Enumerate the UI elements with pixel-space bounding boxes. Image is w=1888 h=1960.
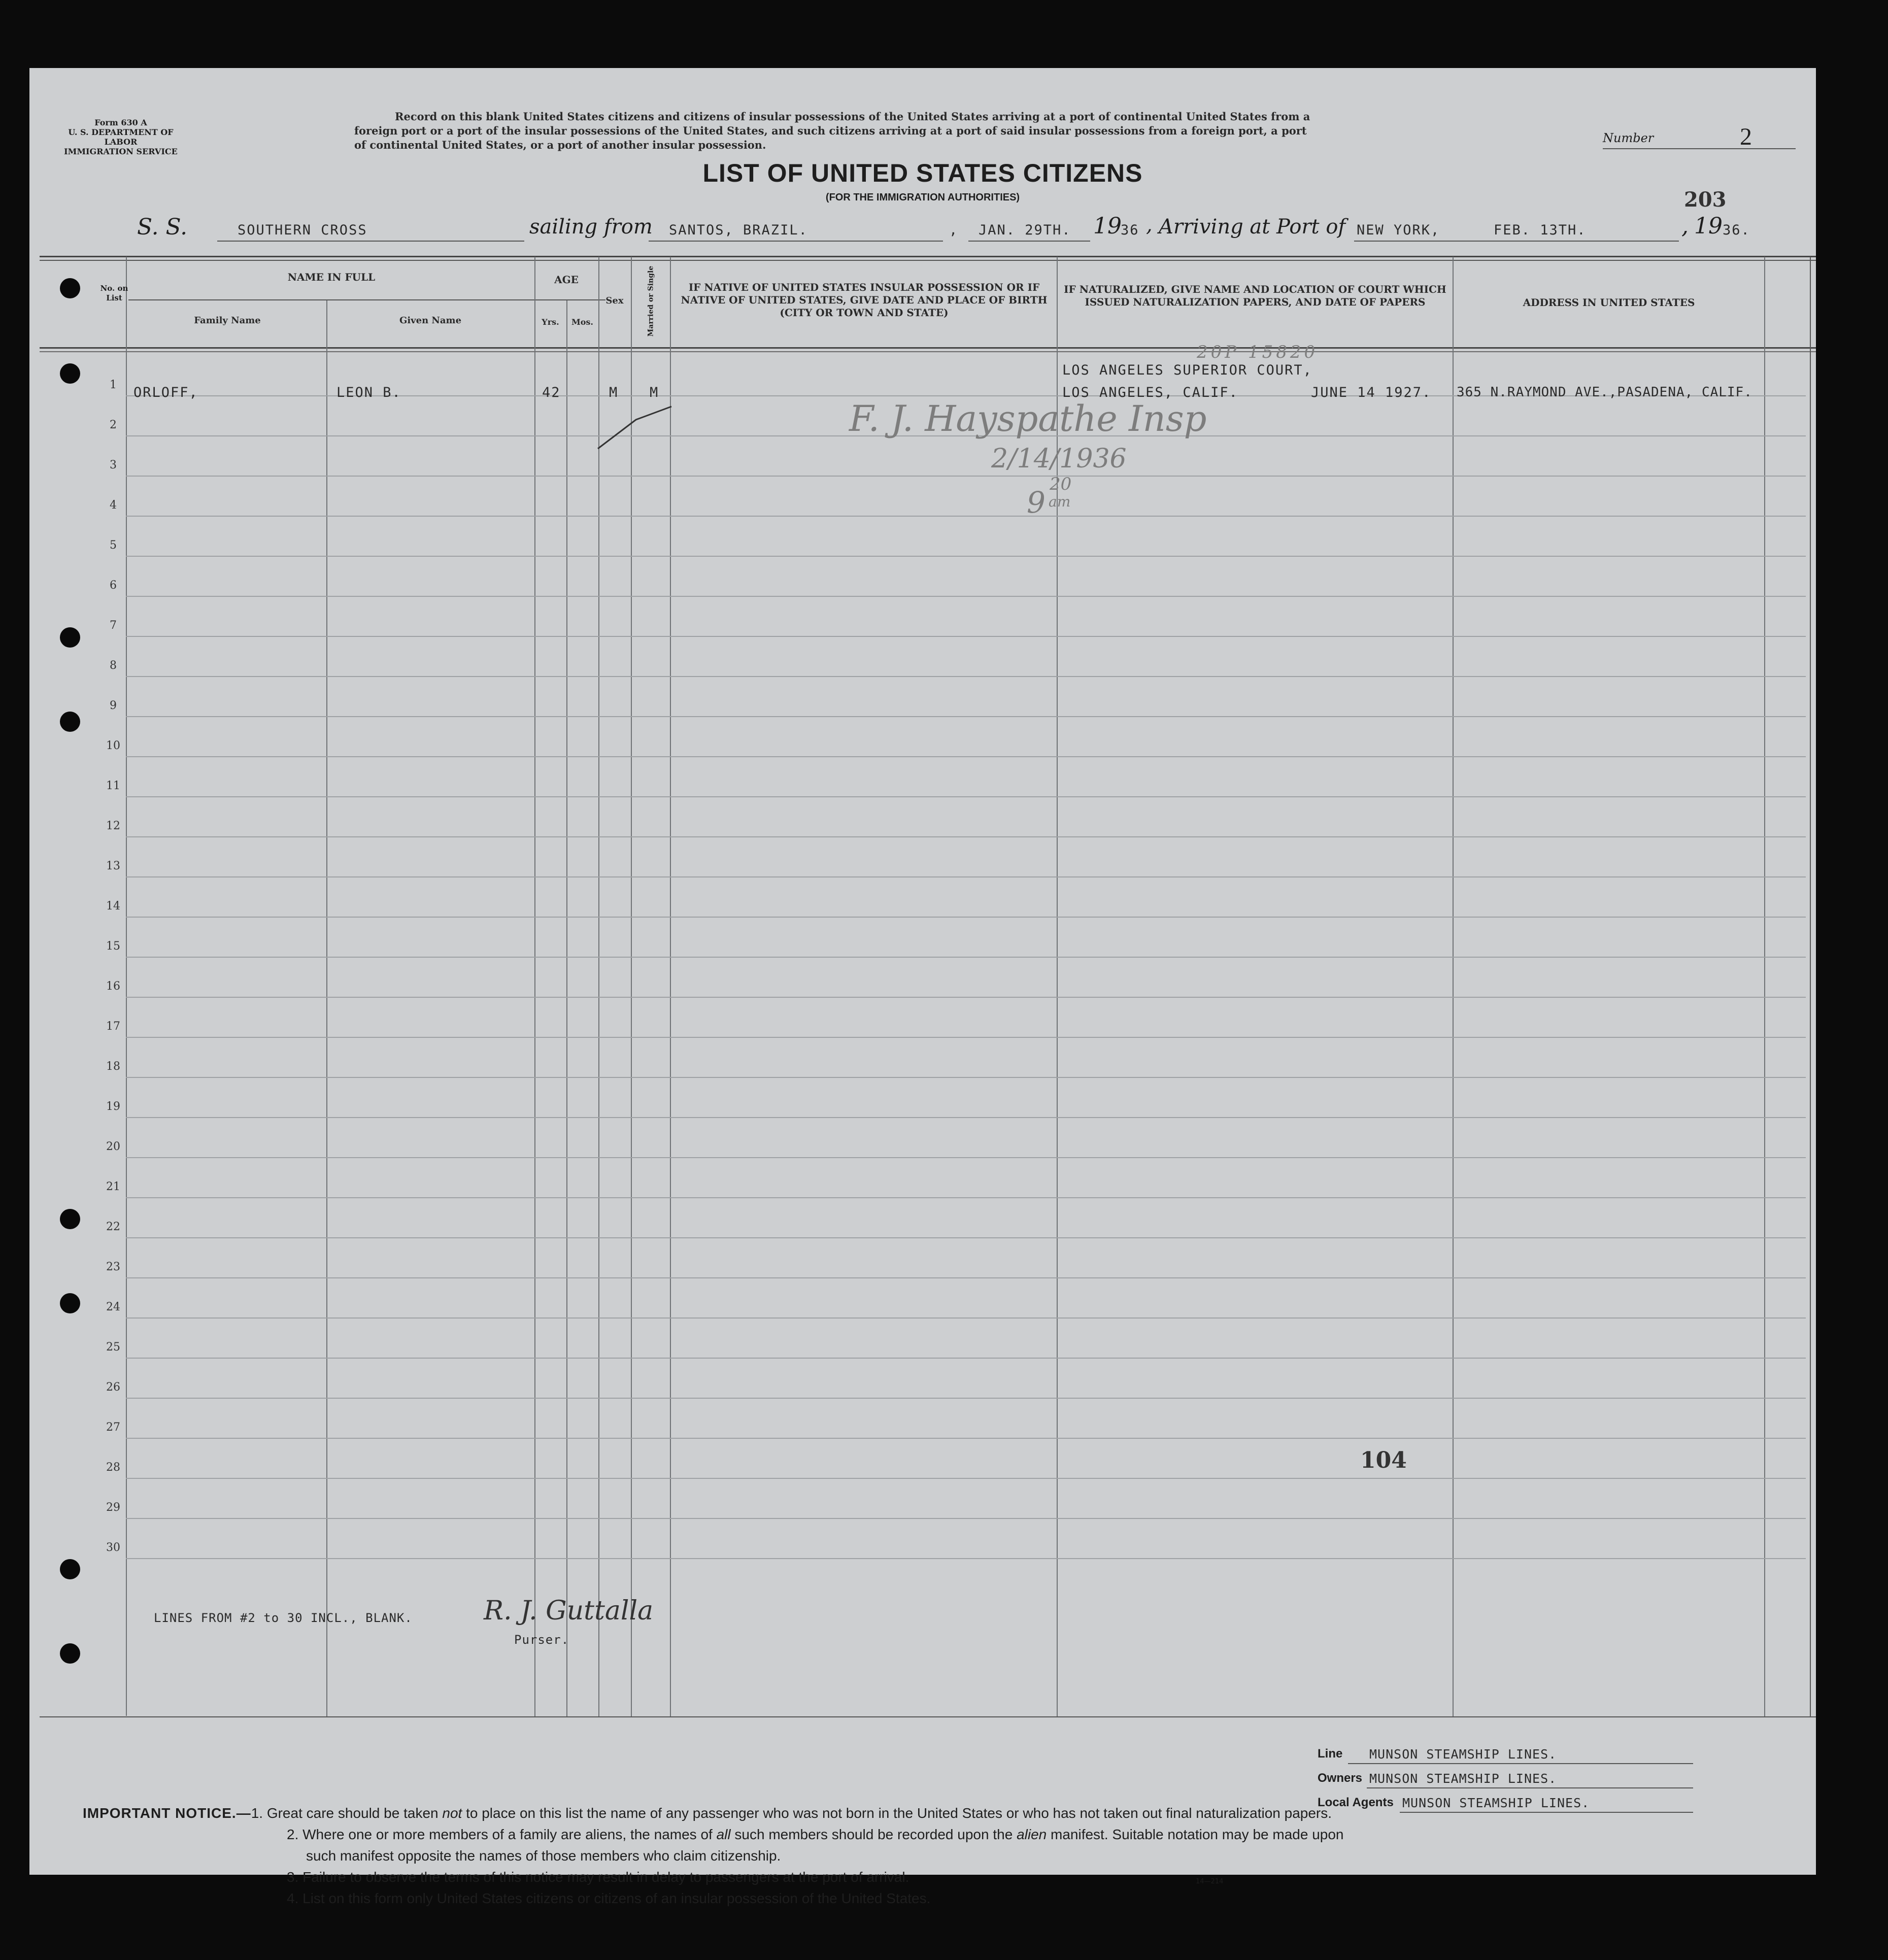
arriving-label: Arriving at Port of	[1159, 215, 1346, 239]
page-stamp-number: 104	[1360, 1447, 1407, 1473]
table-row	[126, 636, 1806, 637]
row-number: 7	[110, 619, 117, 632]
table-row	[126, 1317, 1806, 1319]
row1-family-name: ORLOFF,	[133, 385, 198, 400]
table-row	[126, 796, 1806, 797]
row1-age-years: 42	[542, 385, 561, 400]
inspection-hour: 9	[1027, 485, 1046, 520]
line-label: Line	[1318, 1747, 1343, 1761]
stamp-number: 203	[1684, 188, 1727, 212]
row-number: 5	[110, 539, 117, 552]
table-bottom-rule	[40, 1716, 1816, 1717]
table-row	[126, 756, 1806, 757]
punch-hole	[60, 363, 80, 384]
col-line-right	[1810, 257, 1811, 1716]
notice-item-2-text-b: such members should be recorded upon the	[730, 1827, 1017, 1842]
notice-item-1-text-a: 1. Great care should be taken	[251, 1805, 443, 1821]
header-given-name: Given Name	[399, 315, 462, 326]
inspection-date: 2/14/1936	[991, 444, 1127, 474]
punch-hole	[60, 1293, 80, 1313]
notice-item-1	[83, 1803, 1758, 1824]
purser-label: Purser.	[514, 1633, 569, 1647]
ss-label: S. S.	[137, 214, 188, 240]
date-underline	[968, 241, 1090, 242]
table-row	[126, 596, 1806, 597]
row-number: 28	[106, 1461, 120, 1474]
table-row	[126, 876, 1806, 877]
table-row	[126, 1277, 1806, 1278]
row-number: 11	[106, 780, 120, 792]
print-code: 14—214	[1196, 1878, 1224, 1885]
table-row	[126, 1358, 1806, 1359]
arrival-year: 36.	[1723, 222, 1750, 238]
line-value: MUNSON STEAMSHIP LINES.	[1369, 1747, 1557, 1762]
sail-year: 36	[1121, 222, 1139, 238]
header-age: AGE	[554, 274, 579, 286]
age-tick-mark	[595, 400, 677, 456]
table-row	[126, 957, 1806, 958]
owners-value: MUNSON STEAMSHIP LINES.	[1369, 1771, 1557, 1786]
row-number: 24	[106, 1301, 120, 1313]
page-subtitle: (FOR THE IMMIGRATION AUTHORITIES)	[825, 192, 1020, 203]
form-identification	[60, 118, 182, 156]
table-row	[126, 1478, 1806, 1479]
table-row	[126, 1117, 1806, 1118]
row1-papers-date: JUNE 14 1927.	[1311, 385, 1432, 400]
service-name: IMMIGRATION SERVICE	[64, 147, 178, 156]
owners-underline	[1367, 1787, 1693, 1788]
row-number: 9	[110, 699, 117, 712]
form-number: Form 630 A	[94, 118, 147, 127]
row-number: 8	[110, 659, 117, 672]
row1-address: 365 N.RAYMOND AVE.,PASADENA, CALIF.	[1457, 385, 1752, 400]
col-line-yrs	[566, 300, 567, 1716]
arriving-comma: ,	[1146, 213, 1153, 236]
table-row	[126, 1438, 1806, 1439]
row-number: 29	[106, 1501, 120, 1514]
header-naturalized: IF NATURALIZED, GIVE NAME AND LOCATION OF COURT WHICH ISSUED NATURALIZATION PAPERS, AND DATE OF PAPERS	[1064, 283, 1446, 308]
header-name-in-full: NAME IN FULL	[287, 271, 376, 283]
row1-given-name: LEON B.	[336, 385, 401, 400]
instruction-line-2: foreign port or a port of the insular possessions of the United States, and such citizens arriving at a port of said insular possessions from a foreign port, a port	[354, 124, 1307, 137]
row-number: 19	[106, 1100, 120, 1113]
row-number: 20	[106, 1140, 120, 1153]
col-line-family	[326, 300, 327, 1716]
row-number: 3	[110, 459, 117, 471]
row-number: 21	[106, 1180, 120, 1193]
notice-item-2-continued: such manifest opposite the names of those members who claim citizenship.	[306, 1848, 781, 1864]
owners-label: Owners	[1318, 1771, 1363, 1785]
row-number: 2	[110, 419, 117, 431]
table-row	[126, 476, 1806, 477]
sail-date-comma-a: ,	[949, 222, 959, 238]
notice-item-2	[83, 1824, 1758, 1845]
row-number: 14	[106, 900, 120, 913]
table-row	[126, 676, 1806, 677]
row1-married-single: M	[650, 385, 659, 400]
row-number: 23	[106, 1261, 120, 1273]
table-row	[126, 556, 1806, 557]
ship-name: SOUTHERN CROSS	[238, 222, 367, 238]
name-group-rule	[128, 299, 605, 300]
from-underline	[649, 241, 943, 242]
arrival-year-comma: ,	[1681, 213, 1689, 239]
row-number: 17	[106, 1020, 120, 1033]
punch-hole	[60, 1209, 80, 1229]
row-number: 13	[106, 860, 120, 872]
punch-hole	[60, 1559, 80, 1579]
row-number: 30	[106, 1541, 120, 1554]
arrival-year-prefix: 19	[1694, 213, 1723, 239]
purser-signature: R. J. Guttalla	[484, 1596, 654, 1626]
table-row	[126, 1558, 1806, 1559]
table-row	[126, 917, 1806, 918]
row-number: 16	[106, 980, 120, 993]
header-married-single: Married or Single	[647, 265, 655, 337]
voyage-line	[29, 211, 1816, 247]
department-name: U. S. DEPARTMENT OF LABOR	[68, 127, 174, 147]
header-address: ADDRESS IN UNITED STATES	[1523, 296, 1695, 309]
header-birth: IF NATIVE OF UNITED STATES INSULAR POSSESSION OR IF NATIVE OF UNITED STATES, GIVE DATE AND PLACE OF BIRTH (CITY OR TOWN AND STATE)	[681, 281, 1048, 319]
table-row	[126, 997, 1806, 998]
table-row	[126, 516, 1806, 517]
arrival-port: NEW YORK,	[1357, 222, 1440, 238]
handwritten-cert-number: 20P 15820	[1197, 342, 1319, 362]
table-row	[126, 1197, 1806, 1198]
row-number: 25	[106, 1341, 120, 1354]
row-number: 12	[106, 820, 120, 832]
arrival-date: FEB. 13TH.	[1494, 222, 1587, 238]
table-row	[126, 1398, 1806, 1399]
punch-hole	[60, 627, 80, 648]
sailing-from-label: sailing from	[529, 215, 653, 239]
punch-hole	[60, 1643, 80, 1664]
row-number: 18	[106, 1060, 120, 1073]
important-notice	[83, 1803, 1758, 1909]
table-top-rule	[40, 256, 1816, 257]
row-number: 1	[110, 379, 117, 391]
row-number: 15	[106, 940, 120, 953]
list-number	[1603, 123, 1796, 150]
page-title: LIST OF UNITED STATES CITIZENS	[702, 159, 1143, 187]
table-row	[126, 1237, 1806, 1238]
sail-date: JAN. 29TH.	[979, 222, 1071, 238]
punch-hole	[60, 278, 80, 298]
inspection-minutes: 20	[1050, 474, 1072, 494]
form-instructions	[354, 110, 1532, 152]
notice-item-2-text-c: manifest. Suitable notation may be made upon	[1047, 1827, 1344, 1842]
notice-item-3: 3. Failure to observe the terms of this notice may result in delay to passengers at the port of arrival.	[287, 1869, 909, 1885]
table-top-rule-2	[40, 260, 1816, 261]
inspection-ampm: am	[1049, 493, 1071, 510]
number-label: Number	[1603, 131, 1654, 145]
notice-item-1-emphasis: not	[442, 1805, 462, 1821]
notice-item-1-text-b: to place on this list the name of any passenger who was not born in the United States or who has not taken out final naturalization papers.	[462, 1805, 1332, 1821]
punch-hole	[60, 712, 80, 732]
arrival-underline	[1354, 241, 1679, 242]
table-row	[126, 836, 1806, 837]
manifest-sheet	[29, 68, 1816, 1906]
notice-item-2-text-a: 2. Where one or more members of a family are aliens, the names of	[287, 1827, 717, 1842]
agents-label: Local Agents	[1318, 1796, 1394, 1809]
row-number: 10	[106, 739, 120, 752]
table-row	[126, 1077, 1806, 1078]
notice-item-2-emphasis-2: alien	[1017, 1827, 1047, 1842]
header-bottom-rule-2	[40, 351, 1816, 352]
row1-court-location: LOS ANGELES, CALIF.	[1062, 385, 1238, 400]
row-number: 4	[110, 499, 117, 512]
notice-item-2-emphasis: all	[716, 1827, 731, 1842]
ship-underline	[217, 241, 524, 242]
row-number: 22	[106, 1221, 120, 1233]
header-family-name: Family Name	[194, 315, 261, 326]
header-yrs: Yrs.	[542, 317, 559, 327]
row-number: 6	[110, 579, 117, 592]
sail-year-prefix: 19	[1093, 213, 1122, 239]
inspector-signature: F. J. Hayspathe Insp	[849, 398, 1207, 440]
header-bottom-rule	[40, 347, 1816, 349]
row1-sex: M	[609, 385, 619, 400]
row-number: 26	[106, 1381, 120, 1394]
number-value: 2	[1740, 123, 1752, 150]
header-no: No. on List	[100, 284, 128, 302]
instruction-line-3: of continental United States, or a port of another insular possession.	[354, 139, 766, 151]
departure-port: SANTOS, BRAZIL.	[669, 222, 808, 238]
agents-value: MUNSON STEAMSHIP LINES.	[1402, 1796, 1590, 1810]
row1-court-name: LOS ANGELES SUPERIOR COURT,	[1062, 362, 1312, 378]
table-row	[126, 716, 1806, 717]
header-mos: Mos.	[571, 317, 593, 327]
row-number: 27	[106, 1421, 120, 1434]
line-underline	[1348, 1763, 1693, 1764]
header-sex: Sex	[605, 295, 624, 306]
instruction-line-1: Record on this blank United States citizens and citizens of insular possessions of the United States arriving at a port of continental United States from a	[395, 110, 1310, 123]
table-row	[126, 1037, 1806, 1038]
lines-blank-note: LINES FROM #2 to 30 INCL., BLANK.	[154, 1611, 413, 1625]
table-row	[126, 1518, 1806, 1519]
notice-heading: IMPORTANT NOTICE.—	[83, 1805, 251, 1821]
notice-item-4: 4. List on this form only United States citizens or citizens of an insular possession of the United States.	[287, 1890, 931, 1906]
table-row	[126, 1157, 1806, 1158]
